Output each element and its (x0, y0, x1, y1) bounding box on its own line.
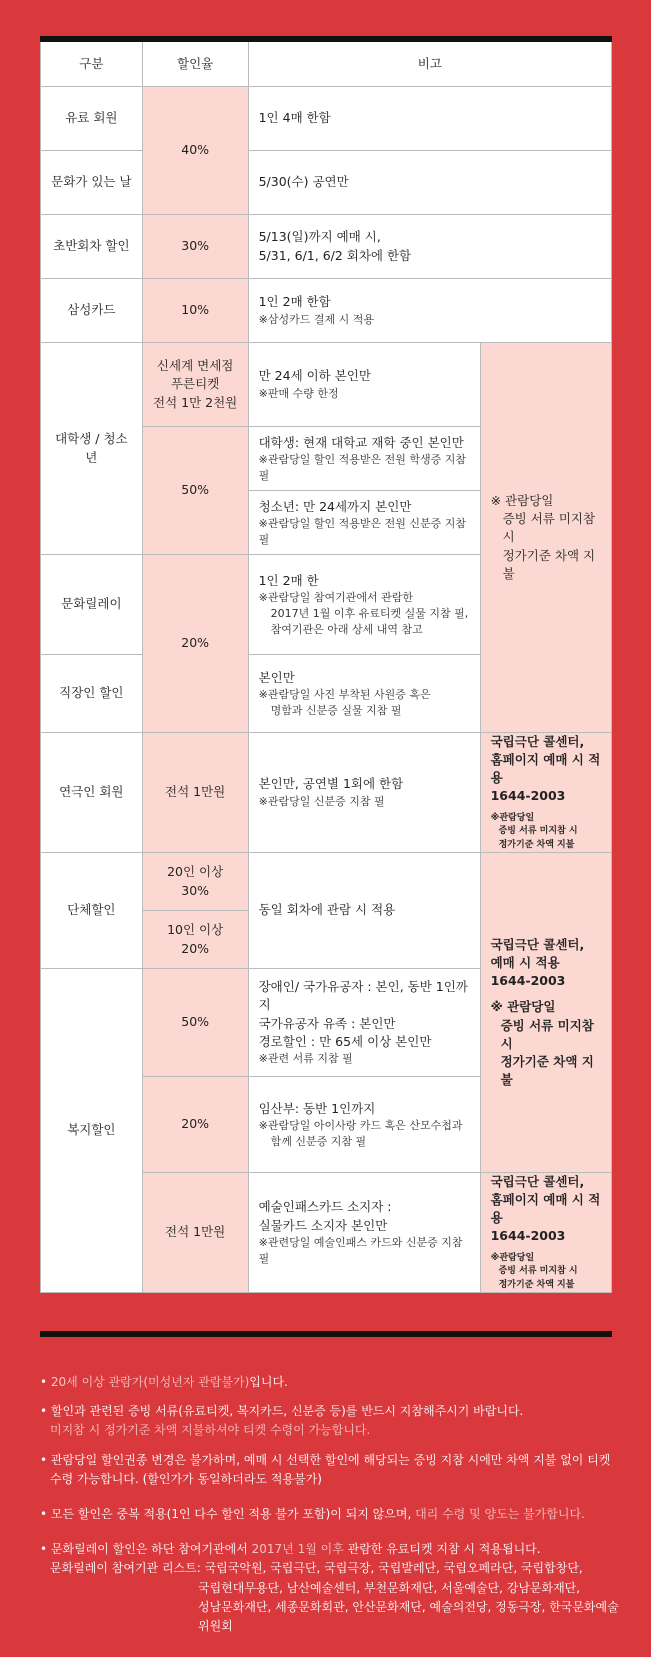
note-theater-2: ※관람당일 신분증 지참 필 (258, 794, 385, 808)
footer-note-4: • 모든 할인은 중복 적용(1인 다수 할인 적용 불가 포함)이 되지 않으며, 대리 수령 및 양도는 불가합니다. (40, 1506, 585, 1521)
footer-note-1b: 입니다. (249, 1375, 288, 1389)
side-theater-tiny-3: 정가기준 차액 지불 (498, 839, 575, 850)
rate-shinsegae (142, 343, 248, 427)
note-welfare-50-1: 장애인/ 국가유공자 : 본인, 동반 1인까지 (258, 979, 468, 1013)
side-proof-3: 정가기준 차액 지불 (502, 547, 596, 581)
note-worker-3: 명함과 신분증 실물 지참 필 (270, 703, 402, 717)
note-relay-4: 참여기관은 아래 상세 내역 참고 (270, 622, 423, 636)
note-theater (248, 733, 480, 853)
rate-shinsegae-1: 신세계 면세점 (156, 358, 234, 374)
note-relay-3: 2017년 1월 이후 유료티켓 실물 지참 필, (270, 606, 469, 620)
table-row (41, 279, 612, 343)
note-welfare-art-3: ※관련당일 예술인패스 카드와 신분증 지참 필 (258, 1235, 463, 1265)
footer-notes (40, 1373, 630, 1646)
note-early-2: 5/31, 6/1, 6/2 회차에 한함 (258, 247, 412, 263)
footer-note-5b: 2017년 1월 이후 (251, 1542, 344, 1557)
footer-note-4b: 대리 수령 및 양도는 불가합니다. (415, 1506, 585, 1521)
note-welfare-20-3: 함께 신분증 지참 필 (270, 1134, 367, 1148)
table-row (41, 151, 612, 215)
footer-note-5c: 관람한 유료티켓 지참 시 적용됩니다. (343, 1542, 541, 1557)
side-proof-2: 증빙 서류 미지참 시 (502, 511, 596, 545)
header-note: 비고 (248, 39, 611, 87)
footer-note-2a: 할인과 관련된 증빙 서류(유료티켓, 복지카드, 신분증 등)를 반드시 지참해주시기 바랍니다. (50, 1404, 524, 1419)
side-welfare-5: 증빙 서류 미지참 시 (500, 1017, 594, 1051)
footer-note-1: • 20세 이상 관람가(미성년자 관람불가)입니다. (40, 1375, 288, 1389)
side-art-tiny-1: ※관람당일 (490, 1252, 535, 1263)
table-row (41, 733, 612, 853)
category-theater: 연극인 회원 (41, 733, 143, 853)
rate-theater: 전석 1만원 (142, 733, 248, 853)
note-univ-2: ※관람당일 할인 적용받은 전원 학생증 지참 필 (258, 452, 466, 482)
side-note-theater (480, 733, 611, 853)
footer-note-5a: 문화릴레이 할인은 하단 참여기관에서 (50, 1542, 252, 1557)
side-art-1: 국립극단 콜센터, (490, 1174, 585, 1189)
side-art-tiny-2: 증빙 서류 미지참 시 (498, 1266, 578, 1276)
category-early: 초반회차 할인 (41, 215, 143, 279)
rate-welfare-50: 50% (142, 969, 248, 1077)
note-relay-1: 1인 2매 한 (258, 572, 319, 588)
category-worker: 직장인 할인 (41, 655, 143, 733)
footer-note-5d: 문화릴레이 참여기관 리스트: 국립국악원, 국립극단, 국립극장, 국립발레단, 국립오페라단, 국립합창단, (50, 1561, 583, 1576)
table-row (41, 343, 612, 427)
note-welfare-art (248, 1173, 480, 1293)
note-samsung (248, 279, 611, 343)
side-art-tiny (491, 1252, 601, 1293)
table-row (41, 87, 612, 151)
side-welfare-2: 예매 시 적용 (490, 955, 560, 971)
rate-40: 40% (142, 87, 248, 215)
header-category: 구분 (41, 39, 143, 87)
side-art-2: 홈페이지 예매 시 적용 (490, 1192, 601, 1226)
rate-shinsegae-3: 전석 1만 2천원 (153, 394, 238, 410)
note-youth (248, 491, 480, 555)
category-samsung: 삼성카드 (41, 279, 143, 343)
footer-note-3: • 관람당일 할인권종 변경은 불가하며, 예매 시 선택한 할인에 해당되는 증빙 지참 시에만 차액 지불 없이 티켓 수령 가능합니다. (할인가가 동일하더라도 적용불가) (40, 1451, 630, 1489)
note-samsung-1: 1인 2매 한함 (258, 294, 331, 310)
note-theater-1: 본인만, 공연별 1회에 한함 (258, 776, 404, 792)
note-early (248, 215, 611, 279)
side-theater-tiny-2: 증빙 서류 미지참 시 (498, 826, 578, 836)
header-rate: 할인율 (142, 39, 248, 87)
side-theater-2: 홈페이지 예매 시 적용 (490, 752, 601, 786)
footer-note-5: • 문화릴레이 할인은 하단 참여기관에서 2017년 1월 이후 관람한 유료티켓 지참 시 적용됩니다. 문화릴레이 참여기관 리스트: 국립국악원, 국립극단, 국립극장, 국립발레단, 국립오페라단, 국립합창단, 국립현대무용단, 남산예술센터, 부천문화재단, 서울예술단, 강남문화재단, 성남문화재단, 세종문화회관, 안산문화재단, 예술의전당, 정동극장, 한국문화예술위원회 (40, 1540, 630, 1636)
note-welfare-50 (248, 969, 480, 1077)
note-shinsegae (248, 343, 480, 427)
side-art-3: 1644-2003 (490, 1228, 566, 1244)
note-early-1: 5/13(일)까지 예매 시, (258, 229, 381, 245)
note-worker-2: ※관람당일 사진 부착된 사원증 혹은 (258, 687, 431, 701)
rate-group-1: 20인 이상 30% (142, 853, 248, 911)
side-theater-3: 1644-2003 (490, 788, 566, 804)
side-theater-tiny (491, 812, 601, 853)
discount-table (40, 36, 612, 1293)
note-univ-1: 대학생: 현재 대학교 재학 중인 본인만 (258, 434, 464, 450)
rate-samsung: 10% (142, 279, 248, 343)
footer-note-5f: 성남문화재단, 세종문화회관, 안산문화재단, 예술의전당, 정동극장, 한국문화예술위원회 (198, 1599, 619, 1633)
side-theater-1: 국립극단 콜센터, (490, 734, 585, 749)
note-shinsegae-2: ※판매 수량 한정 (258, 386, 339, 400)
category-culture-day: 문화가 있는 날 (41, 151, 143, 215)
rate-welfare-art: 전석 1만원 (142, 1173, 248, 1293)
footer-note-2: • 할인과 관련된 증빙 서류(유료티켓, 복지카드, 신분증 등)를 반드시 지참해주시기 바랍니다. 미지참 시 정가기준 차액 지불하셔야 티켓 수령이 가능합니다. (40, 1402, 630, 1440)
side-proof-1: ※ 관람당일 (490, 493, 554, 509)
note-univ (248, 427, 480, 491)
footer-note-3b: 수령 가능합니다. (할인가가 동일하더라도 적용불가) (50, 1471, 322, 1486)
table-bottom-border (40, 1331, 612, 1337)
header-row (41, 39, 612, 87)
note-welfare-art-2: 실물카드 소지자 본인만 (258, 1217, 388, 1233)
note-culture-day: 5/30(수) 공연만 (248, 151, 611, 215)
note-youth-2: ※관람당일 할인 적용받은 전원 신분증 지참 필 (258, 516, 466, 546)
note-welfare-20-2: ※관람당일 아이사랑 카드 혹은 산모수첩과 (258, 1118, 463, 1132)
side-note-proof (480, 343, 611, 733)
category-welfare: 복지할인 (41, 969, 143, 1293)
table-row (41, 853, 612, 911)
note-group: 동일 회차에 관람 시 적용 (248, 853, 480, 969)
note-paid-member: 1인 4매 한함 (248, 87, 611, 151)
category-paid-member: 유료 회원 (41, 87, 143, 151)
category-student: 대학생 / 청소년 (41, 343, 143, 555)
rate-group-2: 10인 이상 20% (142, 911, 248, 969)
rate-welfare-20: 20% (142, 1077, 248, 1173)
note-welfare-50-2: 국가유공자 유족 : 본인만 (258, 1015, 396, 1031)
side-theater-tiny-1: ※관람당일 (490, 812, 535, 823)
note-welfare-50-3: 경로할인 : 만 65세 이상 본인만 (258, 1033, 432, 1049)
side-welfare-4: ※ 관람당일 (490, 999, 556, 1015)
note-samsung-2: ※삼성카드 결제 시 적용 (258, 312, 374, 326)
note-worker (248, 655, 480, 733)
note-relay-2: ※관람당일 참여기관에서 관람한 (258, 590, 413, 604)
note-welfare-art-1: 예술인패스카드 소지자 : (258, 1199, 392, 1215)
footer-note-1a: 20세 이상 관람가(미성년자 관람불가) (50, 1375, 250, 1389)
footer-note-3a: 관람당일 할인권종 변경은 불가하며, 예매 시 선택한 할인에 해당되는 증빙 지참 시에만 차액 지불 없이 티켓 (50, 1452, 611, 1467)
note-youth-1: 청소년: 만 24세까지 본인만 (258, 498, 412, 514)
table-row (41, 215, 612, 279)
side-welfare-3: 1644-2003 (490, 973, 566, 989)
side-welfare-6: 정가기준 차액 지불 (500, 1053, 594, 1087)
note-worker-1: 본인만 (258, 669, 295, 685)
footer-note-2b: 미지참 시 정가기준 차액 지불하셔야 티켓 수령이 가능합니다. (50, 1423, 371, 1438)
rate-early: 30% (142, 215, 248, 279)
note-welfare-20 (248, 1077, 480, 1173)
rate-student-50: 50% (142, 427, 248, 555)
note-welfare-20-1: 임산부: 동반 1인까지 (258, 1100, 376, 1116)
rate-20: 20% (142, 555, 248, 733)
footer-note-4a: 모든 할인은 중복 적용(1인 다수 할인 적용 불가 포함)이 되지 않으며, (50, 1506, 416, 1521)
side-art-tiny-3: 정가기준 차액 지불 (498, 1279, 575, 1290)
side-note-art (480, 1173, 611, 1293)
rate-shinsegae-2: 푸른티켓 (170, 376, 220, 392)
footer-note-5e: 국립현대무용단, 남산예술센터, 부천문화재단, 서울예술단, 강남문화재단, (198, 1580, 581, 1595)
category-relay: 문화릴레이 (41, 555, 143, 655)
category-group: 단체할인 (41, 853, 143, 969)
note-relay (248, 555, 480, 655)
side-welfare-1: 국립극단 콜센터, (490, 937, 585, 952)
side-note-welfare (480, 853, 611, 1173)
note-shinsegae-1: 만 24세 이하 본인만 (258, 368, 371, 384)
note-welfare-50-4: ※관련 서류 지참 필 (258, 1051, 353, 1065)
